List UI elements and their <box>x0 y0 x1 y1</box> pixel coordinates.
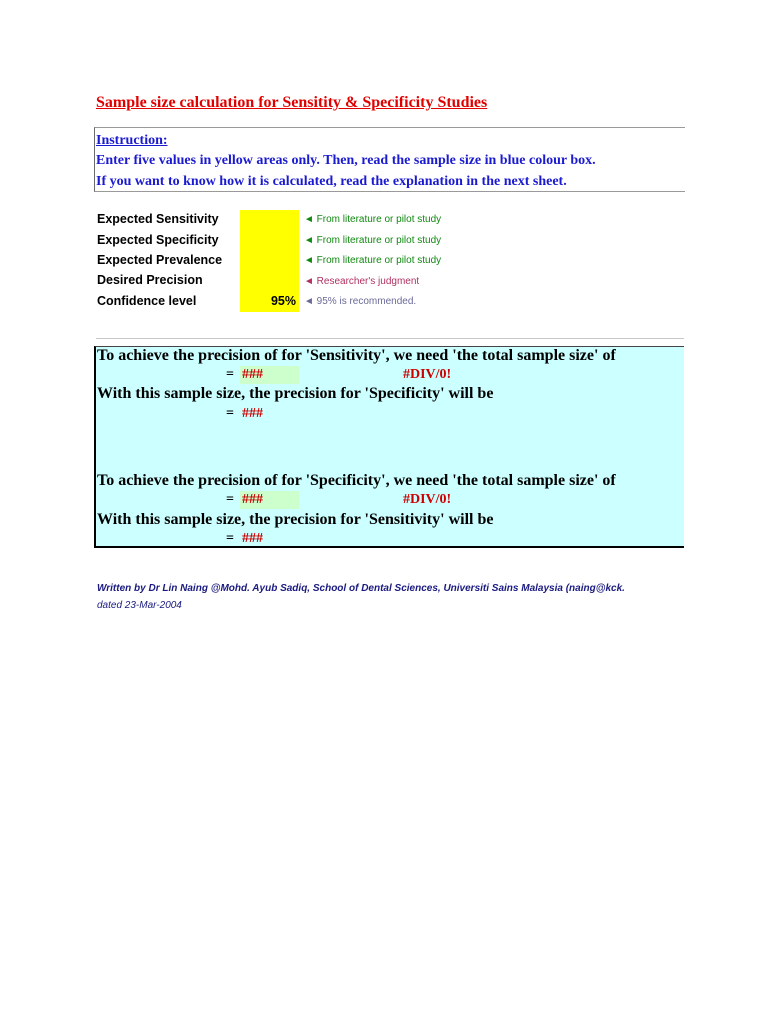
sensitivity-sample-size: ### <box>240 366 299 384</box>
label-desired-precision: Desired Precision <box>97 273 203 287</box>
specificity-total-error: #DIV/0! <box>403 492 452 507</box>
hint-desired-precision: ◄ Researcher's judgment <box>304 276 420 287</box>
input-expected-specificity[interactable] <box>240 230 299 250</box>
input-confidence-level[interactable]: 95% <box>240 291 299 311</box>
page-title: Sample size calculation for Sensitity & Specificity Studies <box>96 94 488 111</box>
specificity-precision-equals: = <box>226 406 234 421</box>
author-credit: Written by Dr Lin Naing @Mohd. Ayub Sadiq, School of Dental Sciences, Universiti Sains Malaysia (naing@kck. <box>97 583 625 594</box>
date-stamp: dated 23-Mar-2004 <box>97 600 182 611</box>
label-expected-sensitivity: Expected Sensitivity <box>97 212 219 226</box>
specificity-result-text: To achieve the precision of for 'Specificity', we need 'the total sample size' of <box>97 472 616 489</box>
hint-confidence-level: ◄ 95% is recommended. <box>304 296 417 307</box>
instruction-line-1: Enter five values in yellow areas only. Then, read the sample size in blue colour box. <box>96 153 596 168</box>
sensitivity-total-error: #DIV/0! <box>403 367 452 382</box>
sensitivity-result-text: To achieve the precision of for 'Sensitivity', we need 'the total sample size' of <box>97 347 616 364</box>
divider-line <box>96 338 684 339</box>
label-expected-prevalence: Expected Prevalence <box>97 253 223 267</box>
specificity-equals: = <box>226 492 234 507</box>
hint-expected-prevalence: ◄ From literature or pilot study <box>304 255 442 266</box>
specificity-precision-text: With this sample size, the precision for 'Specificity' will be <box>97 385 494 402</box>
instruction-heading: Instruction: <box>96 133 168 148</box>
sensitivity-equals: = <box>226 367 234 382</box>
input-expected-sensitivity[interactable] <box>240 210 299 230</box>
instruction-line-2: If you want to know how it is calculated, read the explanation in the next sheet. <box>96 174 567 189</box>
sensitivity-precision-text: With this sample size, the precision for 'Sensitivity' will be <box>97 511 494 528</box>
input-desired-precision[interactable] <box>240 271 299 291</box>
hint-expected-sensitivity: ◄ From literature or pilot study <box>304 214 442 225</box>
hint-expected-specificity: ◄ From literature or pilot study <box>304 235 442 246</box>
specificity-sample-size: ### <box>240 491 299 509</box>
sensitivity-precision-equals: = <box>226 531 234 546</box>
sensitivity-precision-value: ### <box>242 531 263 546</box>
input-expected-prevalence[interactable] <box>240 251 299 271</box>
label-confidence-level: Confidence level <box>97 294 197 308</box>
specificity-precision-value: ### <box>242 406 263 421</box>
label-expected-specificity: Expected Specificity <box>97 233 219 247</box>
